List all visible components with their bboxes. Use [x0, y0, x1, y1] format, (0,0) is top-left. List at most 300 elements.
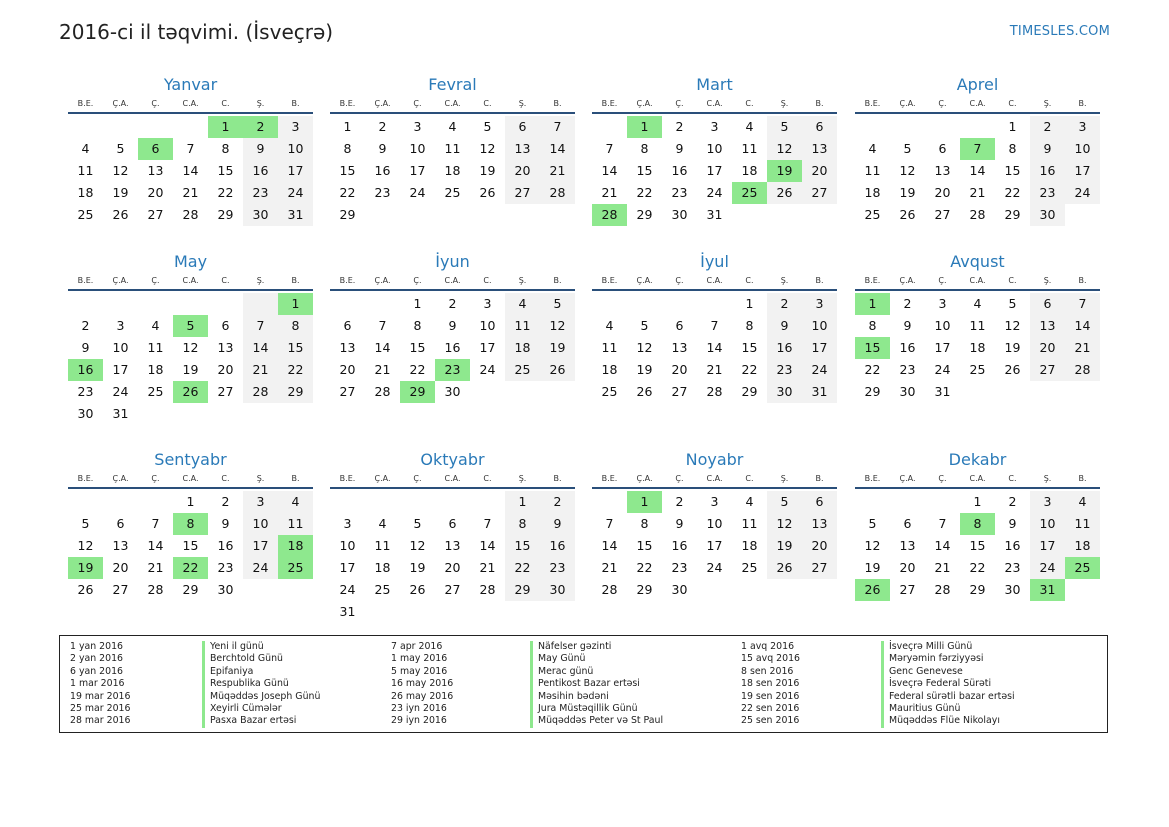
empty-cell [697, 293, 732, 315]
day-cell: 10 [802, 315, 837, 337]
empty-cell [435, 491, 470, 513]
day-cell: 27 [217, 384, 234, 399]
holiday-date: 18 sen 2016 [741, 678, 800, 690]
day-cell: 5 [903, 141, 912, 156]
legend-column-dates-3 [741, 641, 800, 728]
weekday-label: C.A. [706, 99, 723, 108]
day-grid [592, 293, 837, 403]
holiday-date: 8 sen 2016 [741, 665, 794, 677]
day-cell: 11 [77, 163, 94, 178]
day-cell: 28 [243, 381, 278, 403]
weekday-label: B. [1078, 276, 1087, 285]
weekday-label: B. [1078, 99, 1087, 108]
day-cell: 22 [1004, 185, 1021, 200]
day-cell: 13 [217, 340, 234, 355]
empty-cell [365, 491, 400, 513]
day-cell: 4 [505, 293, 540, 315]
day-cell: 10 [934, 318, 951, 333]
day-cell: 17 [706, 538, 723, 553]
empty-cell [365, 293, 400, 315]
day-cell: 11 [374, 538, 391, 553]
day-cell: 5 [483, 119, 492, 134]
weekday-label: Ş. [780, 474, 789, 483]
day-cell: 5 [767, 491, 802, 513]
month-name: Avqust [950, 252, 1005, 271]
day-cell: 9 [448, 318, 457, 333]
day-cell: 4 [448, 119, 457, 134]
day-cell: 1 [343, 119, 352, 134]
day-cell: 28 [601, 582, 618, 597]
day-cell: 18 [969, 340, 986, 355]
day-cell: 21 [374, 362, 391, 377]
day-cell: 14 [1065, 315, 1100, 337]
weekday-header [68, 473, 313, 489]
day-cell: 3 [483, 296, 492, 311]
holiday-name: Müqəddəs Joseph Günü [202, 691, 320, 703]
day-cell: 29 [864, 384, 881, 399]
empty-cell [662, 293, 697, 315]
day-cell: 30 [899, 384, 916, 399]
day-cell: 22 [173, 557, 208, 579]
day-cell: 2 [1008, 494, 1017, 509]
day-cell: 18 [278, 535, 313, 557]
month-10 [330, 447, 575, 623]
day-cell: 21 [182, 185, 199, 200]
holiday-date: 26 may 2016 [391, 690, 454, 702]
day-cell: 1 [973, 494, 982, 509]
day-grid [592, 116, 837, 226]
day-cell: 11 [1065, 513, 1100, 535]
day-cell: 24 [1030, 557, 1065, 579]
weekday-label: B. [291, 276, 300, 285]
day-grid [330, 491, 575, 623]
day-cell: 6 [221, 318, 230, 333]
day-cell: 1 [278, 293, 313, 315]
day-cell: 8 [960, 513, 995, 535]
weekday-label: B.E. [601, 99, 618, 108]
day-cell: 9 [540, 513, 575, 535]
day-cell: 21 [1065, 337, 1100, 359]
day-cell: 12 [636, 340, 653, 355]
day-cell: 6 [116, 516, 125, 531]
day-cell: 8 [221, 141, 230, 156]
day-cell: 12 [767, 138, 802, 160]
day-cell: 26 [77, 582, 94, 597]
day-cell: 30 [77, 406, 94, 421]
empty-cell [103, 116, 138, 138]
empty-cell [890, 491, 925, 513]
weekday-label: C. [483, 276, 492, 285]
day-cell: 25 [444, 185, 461, 200]
day-cell: 10 [339, 538, 356, 553]
empty-cell [627, 293, 662, 315]
day-cell: 18 [505, 337, 540, 359]
day-cell: 14 [479, 538, 496, 553]
day-cell: 6 [802, 116, 837, 138]
day-cell: 19 [636, 362, 653, 377]
day-cell: 3 [343, 516, 352, 531]
day-cell: 29 [339, 207, 356, 222]
day-cell: 2 [378, 119, 387, 134]
holiday-name: Pasxa Bazar ertəsi [202, 715, 320, 727]
day-cell: 29 [400, 381, 435, 403]
day-cell: 12 [112, 163, 129, 178]
day-cell: 24 [706, 560, 723, 575]
day-grid [592, 491, 837, 601]
empty-cell [855, 116, 890, 138]
day-cell: 24 [339, 582, 356, 597]
day-cell: 16 [243, 160, 278, 182]
month-name: İyun [435, 252, 470, 271]
day-cell: 19 [409, 560, 426, 575]
day-cell: 30 [217, 582, 234, 597]
day-cell: 8 [173, 513, 208, 535]
empty-cell [592, 491, 627, 513]
day-cell: 17 [802, 337, 837, 359]
day-cell: 22 [741, 362, 758, 377]
day-cell: 3 [413, 119, 422, 134]
day-cell: 30 [671, 207, 688, 222]
day-cell: 4 [151, 318, 160, 333]
weekday-label: C.A. [182, 276, 199, 285]
empty-cell [470, 491, 505, 513]
legend-column-names-1 [202, 641, 320, 728]
month-9 [68, 447, 313, 601]
day-cell: 9 [243, 138, 278, 160]
weekday-label: Ç.A. [112, 474, 129, 483]
day-cell: 25 [505, 359, 540, 381]
day-cell: 24 [802, 359, 837, 381]
day-cell: 1 [505, 491, 540, 513]
day-cell: 16 [68, 359, 103, 381]
day-cell: 16 [1030, 160, 1065, 182]
day-cell: 7 [243, 315, 278, 337]
day-cell: 16 [540, 535, 575, 557]
day-cell: 21 [601, 560, 618, 575]
day-cell: 20 [339, 362, 356, 377]
day-cell: 19 [767, 535, 802, 557]
day-cell: 25 [1065, 557, 1100, 579]
day-cell: 17 [706, 163, 723, 178]
day-cell: 11 [444, 141, 461, 156]
day-cell: 8 [868, 318, 877, 333]
legend-column-names-3 [881, 641, 1015, 728]
day-cell: 16 [671, 538, 688, 553]
day-cell: 26 [479, 185, 496, 200]
weekday-label: B. [815, 99, 824, 108]
day-cell: 14 [601, 538, 618, 553]
weekday-label: C.A. [969, 99, 986, 108]
day-cell: 6 [1030, 293, 1065, 315]
day-cell: 7 [605, 516, 614, 531]
day-cell: 23 [540, 557, 575, 579]
day-cell: 28 [969, 207, 986, 222]
day-cell: 27 [802, 182, 837, 204]
day-cell: 21 [706, 362, 723, 377]
holiday-date: 1 avq 2016 [741, 641, 795, 652]
day-cell: 7 [186, 141, 195, 156]
day-cell: 12 [540, 315, 575, 337]
day-cell: 26 [636, 384, 653, 399]
site-link[interactable]: TIMESLES.COM [1009, 24, 1110, 39]
weekday-header [330, 473, 575, 489]
weekday-header [592, 275, 837, 291]
day-cell: 7 [483, 516, 492, 531]
month-name: İyul [700, 252, 729, 271]
day-cell: 9 [1008, 516, 1017, 531]
day-cell: 14 [540, 138, 575, 160]
day-cell: 26 [767, 182, 802, 204]
weekday-header [855, 275, 1100, 291]
day-cell: 17 [1065, 160, 1100, 182]
day-cell: 28 [540, 182, 575, 204]
day-cell: 10 [1030, 513, 1065, 535]
day-cell: 10 [112, 340, 129, 355]
weekday-label: Ç.A. [899, 474, 916, 483]
day-cell: 13 [934, 163, 951, 178]
month-name: Sentyabr [154, 450, 227, 469]
holiday-date: 2 yan 2016 [70, 653, 124, 665]
weekday-label: B. [291, 474, 300, 483]
month-8 [855, 249, 1100, 403]
day-cell: 22 [339, 185, 356, 200]
day-cell: 9 [903, 318, 912, 333]
day-cell: 19 [1004, 340, 1021, 355]
weekday-header [330, 275, 575, 291]
empty-cell [855, 491, 890, 513]
day-cell: 2 [767, 293, 802, 315]
day-cell: 18 [147, 362, 164, 377]
day-cell: 4 [745, 119, 754, 134]
day-cell: 16 [217, 538, 234, 553]
holiday-date: 25 sen 2016 [741, 715, 800, 727]
day-cell: 8 [640, 141, 649, 156]
day-cell: 28 [1065, 359, 1100, 381]
day-cell: 9 [81, 340, 90, 355]
day-cell: 16 [671, 163, 688, 178]
day-cell: 18 [1065, 535, 1100, 557]
day-cell: 27 [934, 207, 951, 222]
day-cell: 20 [802, 160, 837, 182]
weekday-label: Ş. [1043, 474, 1052, 483]
day-cell: 9 [675, 516, 684, 531]
day-cell: 21 [934, 560, 951, 575]
day-cell: 20 [217, 362, 234, 377]
day-cell: 20 [505, 160, 540, 182]
day-cell: 8 [1008, 141, 1017, 156]
day-cell: 27 [444, 582, 461, 597]
legend-column-names-2 [530, 641, 663, 728]
day-cell: 15 [409, 340, 426, 355]
day-cell: 6 [448, 516, 457, 531]
day-cell: 12 [899, 163, 916, 178]
day-cell: 24 [706, 185, 723, 200]
day-cell: 14 [601, 163, 618, 178]
weekday-label: Ş. [780, 99, 789, 108]
day-cell: 11 [278, 513, 313, 535]
holiday-name: Məryəmin fərziyyəsi [881, 653, 1015, 665]
weekday-label: Ç. [675, 474, 684, 483]
weekday-label: Ç. [413, 99, 422, 108]
weekday-label: B.E. [339, 276, 356, 285]
day-cell: 27 [671, 384, 688, 399]
day-cell: 3 [116, 318, 125, 333]
day-cell: 5 [540, 293, 575, 315]
day-cell: 29 [278, 381, 313, 403]
day-cell: 25 [77, 207, 94, 222]
day-cell: 5 [868, 516, 877, 531]
weekday-label: C.A. [444, 99, 461, 108]
day-cell: 8 [413, 318, 422, 333]
day-cell: 7 [151, 516, 160, 531]
day-cell: 8 [343, 141, 352, 156]
day-cell: 28 [934, 582, 951, 597]
day-cell: 15 [636, 163, 653, 178]
weekday-label: Ç. [938, 474, 947, 483]
day-cell: 21 [969, 185, 986, 200]
holiday-name: Berchtold Günü [202, 653, 320, 665]
day-cell: 13 [671, 340, 688, 355]
day-cell: 1 [627, 491, 662, 513]
weekday-label: Ç.A. [374, 99, 391, 108]
weekday-label: C. [745, 474, 754, 483]
day-cell: 3 [802, 293, 837, 315]
month-6 [330, 249, 575, 403]
empty-cell [890, 116, 925, 138]
holiday-date: 5 may 2016 [391, 665, 448, 677]
day-cell: 26 [409, 582, 426, 597]
day-cell: 8 [278, 315, 313, 337]
day-cell: 25 [732, 182, 767, 204]
day-cell: 24 [934, 362, 951, 377]
day-cell: 15 [182, 538, 199, 553]
day-cell: 2 [540, 491, 575, 513]
holiday-name: Respublika Günü [202, 678, 320, 690]
day-cell: 6 [138, 138, 173, 160]
day-cell: 18 [864, 185, 881, 200]
day-cell: 25 [147, 384, 164, 399]
day-cell: 20 [671, 362, 688, 377]
empty-cell [400, 491, 435, 513]
day-cell: 15 [969, 538, 986, 553]
weekday-label: C.A. [969, 276, 986, 285]
day-cell: 22 [864, 362, 881, 377]
month-3 [592, 72, 837, 226]
day-cell: 25 [374, 582, 391, 597]
day-cell: 17 [112, 362, 129, 377]
weekday-label: C.A. [969, 474, 986, 483]
day-cell: 23 [1030, 182, 1065, 204]
day-cell: 23 [243, 182, 278, 204]
day-cell: 27 [802, 557, 837, 579]
day-cell: 27 [505, 182, 540, 204]
day-cell: 22 [636, 185, 653, 200]
weekday-label: Ç.A. [374, 474, 391, 483]
day-cell: 15 [505, 535, 540, 557]
day-cell: 18 [601, 362, 618, 377]
weekday-label: Ç. [938, 276, 947, 285]
day-cell: 11 [969, 318, 986, 333]
holiday-name: Müqəddəs Flüe Nikolayı [881, 715, 1015, 727]
empty-cell [173, 116, 208, 138]
day-cell: 15 [278, 337, 313, 359]
day-cell: 5 [81, 516, 90, 531]
day-cell: 21 [243, 359, 278, 381]
day-cell: 13 [899, 538, 916, 553]
day-cell: 22 [969, 560, 986, 575]
day-cell: 31 [339, 604, 356, 619]
day-cell: 9 [221, 516, 230, 531]
day-cell: 8 [505, 513, 540, 535]
month-12 [855, 447, 1100, 601]
weekday-label: B.E. [864, 474, 881, 483]
weekday-label: C. [745, 276, 754, 285]
day-cell: 10 [409, 141, 426, 156]
weekday-header [68, 98, 313, 114]
day-grid [330, 293, 575, 403]
day-cell: 13 [505, 138, 540, 160]
day-cell: 15 [339, 163, 356, 178]
day-cell: 22 [636, 560, 653, 575]
empty-cell [925, 491, 960, 513]
day-cell: 4 [973, 296, 982, 311]
day-grid [855, 293, 1100, 403]
day-cell: 11 [601, 340, 618, 355]
weekday-header [330, 98, 575, 114]
day-cell: 3 [1030, 491, 1065, 513]
day-cell: 9 [675, 141, 684, 156]
day-cell: 13 [112, 538, 129, 553]
month-name: Oktyabr [420, 450, 485, 469]
day-cell: 21 [601, 185, 618, 200]
empty-cell [925, 116, 960, 138]
day-cell: 23 [899, 362, 916, 377]
day-cell: 25 [278, 557, 313, 579]
holiday-date: 23 iyn 2016 [391, 702, 447, 714]
day-cell: 30 [1030, 204, 1065, 226]
holiday-legend [59, 635, 1108, 733]
day-cell: 3 [710, 494, 719, 509]
day-cell: 23 [77, 384, 94, 399]
day-cell: 12 [479, 141, 496, 156]
day-cell: 6 [802, 491, 837, 513]
holiday-name: Məsihin bədəni [530, 691, 663, 703]
holiday-name: Epifaniya [202, 666, 320, 678]
day-cell: 4 [745, 494, 754, 509]
day-cell: 23 [671, 560, 688, 575]
day-grid [330, 116, 575, 226]
month-2 [330, 72, 575, 226]
empty-cell [138, 293, 173, 315]
weekday-label: Ç.A. [636, 474, 653, 483]
day-cell: 1 [745, 296, 754, 311]
day-cell: 24 [1065, 182, 1100, 204]
month-name: Noyabr [685, 450, 744, 469]
day-cell: 5 [1008, 296, 1017, 311]
weekday-label: B. [815, 276, 824, 285]
month-name: Fevral [428, 75, 477, 94]
day-cell: 12 [767, 513, 802, 535]
day-cell: 22 [505, 557, 540, 579]
day-cell: 13 [1030, 315, 1065, 337]
day-cell: 29 [217, 207, 234, 222]
weekday-label: C.A. [444, 474, 461, 483]
day-cell: 3 [278, 116, 313, 138]
day-cell: 18 [374, 560, 391, 575]
day-cell: 20 [934, 185, 951, 200]
day-grid [855, 491, 1100, 601]
day-cell: 11 [505, 315, 540, 337]
